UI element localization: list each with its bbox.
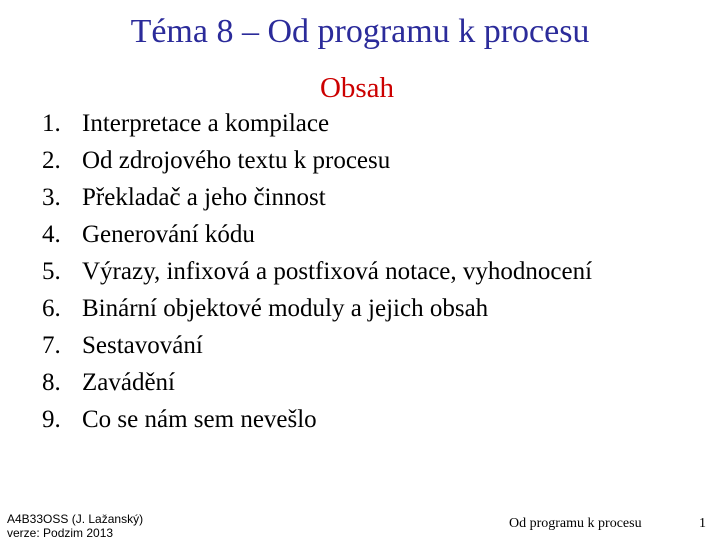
footer-course-info bbox=[7, 512, 143, 540]
slide-title: Téma 8 – Od programu k procesu bbox=[130, 13, 590, 50]
section-heading: Obsah bbox=[319, 72, 395, 104]
toc-item-number: 8. bbox=[42, 369, 61, 396]
footer-term-line: verze: Podzim 2013 bbox=[7, 526, 114, 540]
toc-item-text: Zavádění bbox=[82, 369, 176, 396]
toc-item bbox=[42, 253, 592, 290]
toc-item-number: 1. bbox=[42, 110, 61, 137]
toc-item-text: Výrazy, infixová a postfixová notace, vyhodnocení bbox=[82, 258, 593, 285]
toc-item-number: 2. bbox=[42, 147, 61, 174]
toc-item-text: Překladač a jeho činnost bbox=[82, 184, 326, 211]
toc-item-number: 4. bbox=[42, 221, 61, 248]
toc-item bbox=[42, 401, 592, 438]
toc-item-number: 3. bbox=[42, 184, 61, 211]
toc-item-text: Interpretace a kompilace bbox=[82, 110, 330, 137]
toc-item bbox=[42, 105, 592, 142]
footer-course-line: A4B33OSS (J. Lažanský) bbox=[7, 512, 144, 526]
toc-item bbox=[42, 142, 592, 179]
toc-item bbox=[42, 179, 592, 216]
toc-item-number: 7. bbox=[42, 332, 61, 359]
toc-item-number: 6. bbox=[42, 295, 61, 322]
toc-item bbox=[42, 216, 592, 253]
toc-item-text: Sestavování bbox=[82, 332, 203, 359]
toc-item-text: Binární objektové moduly a jejich obsah bbox=[82, 295, 489, 322]
toc-item-text: Od zdrojového textu k procesu bbox=[82, 147, 391, 174]
toc-item-text: Co se nám sem nevešlo bbox=[82, 406, 317, 433]
table-of-contents bbox=[42, 105, 592, 438]
page-number: 1 bbox=[699, 516, 706, 531]
toc-item bbox=[42, 327, 592, 364]
toc-item bbox=[42, 290, 592, 327]
toc-item-text: Generování kódu bbox=[82, 221, 255, 248]
footer-topic: Od programu k procesu bbox=[509, 516, 642, 531]
toc-item bbox=[42, 364, 592, 401]
toc-item-number: 9. bbox=[42, 406, 61, 433]
toc-item-number: 5. bbox=[42, 258, 61, 285]
